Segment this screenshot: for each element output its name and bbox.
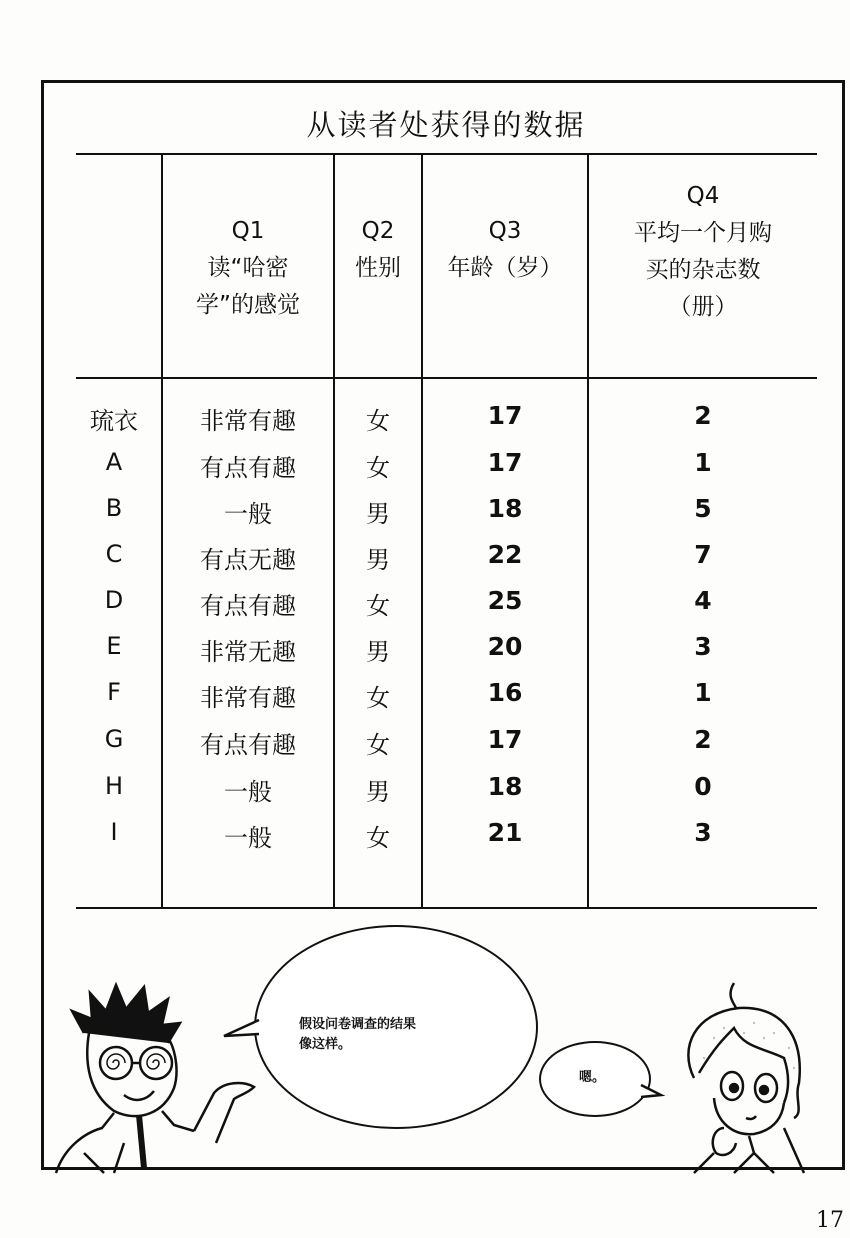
row-q2: 男	[366, 778, 390, 806]
row-q1: 有点无趣	[200, 546, 296, 574]
row-q2: 男	[366, 638, 390, 666]
table-title: 从读者处获得的数据	[306, 108, 586, 142]
row-q4: 3	[694, 818, 712, 847]
row-q1: 一般	[224, 824, 272, 852]
row-q4: 2	[694, 725, 712, 754]
row-name: D	[104, 586, 124, 614]
row-q2: 男	[366, 500, 390, 528]
row-name: I	[110, 818, 118, 846]
row-q3: 18	[487, 494, 523, 523]
row-q4: 0	[694, 772, 712, 801]
row-q3: 17	[487, 401, 523, 430]
row-q1: 非常有趣	[200, 407, 296, 435]
header-q4-line3: （册）	[668, 294, 738, 320]
row-q1: 有点有趣	[200, 592, 296, 620]
row-name: B	[105, 494, 123, 522]
row-q4: 7	[694, 540, 712, 569]
row-name: A	[105, 448, 123, 476]
header-q4-line2: 买的杂志数	[645, 257, 761, 283]
row-q4: 1	[694, 678, 712, 707]
speech-left-line1: 假设问卷调查的结果	[299, 1017, 417, 1032]
boy-character-illustration	[44, 963, 264, 1173]
speech-text-left	[299, 1015, 416, 1055]
row-q4: 3	[694, 632, 712, 661]
row-q1: 有点有趣	[200, 454, 296, 482]
row-q1: 一般	[224, 500, 272, 528]
row-q1: 非常有趣	[200, 684, 296, 712]
header-q2-line1: 性别	[355, 255, 401, 281]
header-q2	[335, 213, 421, 287]
row-q3: 17	[487, 725, 523, 754]
row-q3: 22	[487, 540, 523, 569]
header-q2-code: Q2	[361, 218, 395, 244]
row-q4: 4	[694, 586, 712, 615]
row-q2: 女	[366, 407, 390, 435]
row-q3: 21	[487, 818, 523, 847]
row-name: E	[106, 632, 122, 660]
row-q4: 2	[694, 401, 712, 430]
row-q2: 女	[366, 731, 390, 759]
row-q3: 18	[487, 772, 523, 801]
speech-text-right: 嗯。	[579, 1070, 606, 1085]
header-q4	[589, 178, 817, 326]
row-name: C	[105, 540, 123, 568]
header-q1	[163, 213, 333, 324]
header-q1-line2: 学”的感觉	[196, 292, 300, 318]
row-q3: 25	[487, 586, 523, 615]
row-name: G	[104, 725, 124, 753]
header-q3-line1: 年龄（岁）	[447, 255, 563, 281]
row-q4: 1	[694, 448, 712, 477]
row-q2: 男	[366, 546, 390, 574]
header-q1-code: Q1	[231, 218, 265, 244]
header-q3	[423, 213, 587, 287]
row-name: F	[107, 678, 121, 706]
comic-panel	[41, 80, 845, 1170]
speech-left-line2: 像这样。	[299, 1037, 352, 1052]
row-q3: 16	[487, 678, 523, 707]
header-q4-line1: 平均一个月购	[634, 220, 772, 246]
girl-character-illustration	[654, 978, 844, 1173]
row-q3: 17	[487, 448, 523, 477]
row-q1: 非常无趣	[200, 638, 296, 666]
table-bottom-rule	[76, 907, 817, 909]
row-q4: 5	[694, 494, 712, 523]
row-q2: 女	[366, 454, 390, 482]
row-q2: 女	[366, 824, 390, 852]
row-q2: 女	[366, 592, 390, 620]
row-q3: 20	[487, 632, 523, 661]
row-q1: 有点有趣	[200, 731, 296, 759]
page-number: 17	[816, 1208, 844, 1233]
row-q1: 一般	[224, 778, 272, 806]
row-q2: 女	[366, 684, 390, 712]
header-q3-code: Q3	[488, 218, 522, 244]
row-name: 琉衣	[90, 407, 138, 435]
header-top-rule	[76, 153, 817, 155]
header-q4-code: Q4	[686, 183, 720, 209]
header-bottom-rule	[76, 377, 817, 379]
row-name: H	[104, 772, 124, 800]
header-q1-line1: 读“哈密	[207, 255, 289, 281]
